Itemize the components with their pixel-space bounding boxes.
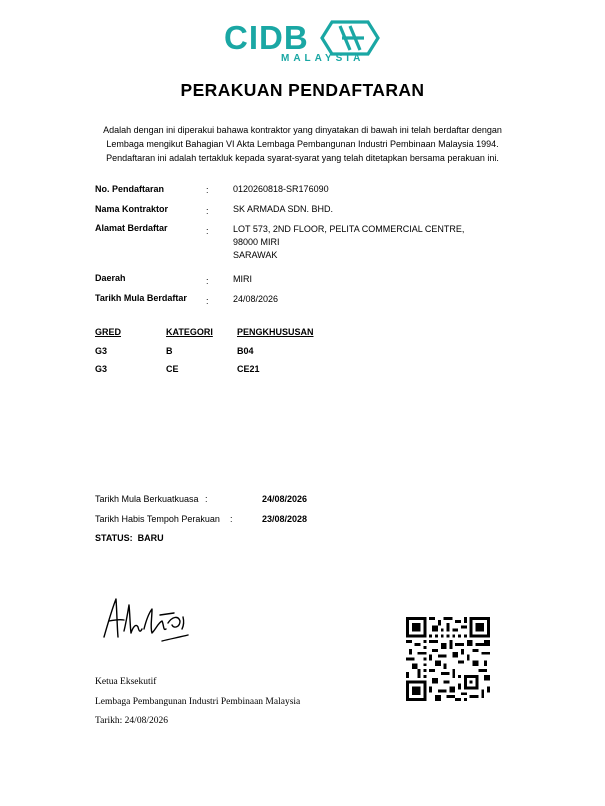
alamat-line-3: SARAWAK — [233, 250, 278, 260]
colon: : — [206, 296, 209, 306]
logo-country: MALAYSIA — [281, 53, 365, 64]
daerah-value: MIRI — [233, 274, 252, 284]
tarikh-habis-tempoh-label: Tarikh Habis Tempoh Perakuan — [95, 514, 220, 524]
tarikh-habis-tempoh-value: 23/08/2028 — [262, 514, 308, 524]
tarikh-mula-berdaftar-label: Tarikh Mula Berdaftar — [95, 293, 187, 303]
tarikh-mula-berkuatkuasa-value: 24/08/2026 — [262, 494, 308, 504]
cidb-logo — [224, 20, 384, 70]
logo-brand: CIDB — [224, 19, 309, 56]
nama-kontraktor-label: Nama Kontraktor — [95, 204, 169, 214]
daerah-label: Daerah — [95, 273, 126, 283]
intro-line-3: Pendaftaran ini adalah tertakluk kepada syarat-syarat yang telah ditetapkan bersama perakuan ini. — [106, 153, 499, 163]
signatory-organization: Lembaga Pembangunan Industri Pembinaan Malaysia — [95, 697, 301, 707]
colon: : — [230, 514, 233, 524]
no-pendaftaran-value: 0120260818-SR176090 — [233, 184, 329, 194]
document-title: PERAKUAN PENDAFTARAN — [180, 80, 425, 100]
colon: : — [206, 185, 209, 195]
tarikh-mula-berdaftar-value: 24/08/2026 — [233, 294, 279, 304]
qr-code — [406, 617, 490, 701]
table-header-pengkhususan: PENGKHUSUSAN — [237, 327, 314, 337]
intro-line-2: Lembaga mengikut Bahagian VI Akta Lembaga Pembangunan Industri Pembinaan Malaysia 1994. — [106, 139, 499, 149]
alamat-label: Alamat Berdaftar — [95, 223, 168, 233]
no-pendaftaran-label: No. Pendaftaran — [95, 184, 165, 194]
table-cell-pengkhususan: CE21 — [237, 364, 260, 374]
colon: : — [206, 206, 209, 216]
colon: : — [205, 494, 208, 504]
signature — [100, 593, 192, 645]
alamat-line-1: LOT 573, 2ND FLOOR, PELITA COMMERCIAL CENTRE, — [233, 224, 465, 234]
alamat-line-2: 98000 MIRI — [233, 237, 280, 247]
table-cell-pengkhususan: B04 — [237, 346, 254, 356]
nama-kontraktor-value: SK ARMADA SDN. BHD. — [233, 204, 334, 214]
table-cell-kategori: CE — [166, 364, 179, 374]
status: STATUS: BARU — [95, 533, 164, 543]
signatory-title: Ketua Eksekutif — [95, 677, 157, 687]
signatory-date: Tarikh: 24/08/2026 — [95, 716, 168, 726]
cidb-emblem-icon — [320, 20, 380, 56]
tarikh-mula-berkuatkuasa-label: Tarikh Mula Berkuatkuasa — [95, 494, 199, 504]
colon: : — [206, 276, 209, 286]
table-header-gred: GRED — [95, 327, 122, 337]
table-cell-kategori: B — [166, 346, 173, 356]
table-cell-gred: G3 — [95, 346, 108, 356]
table-header-kategori: KATEGORI — [166, 327, 213, 337]
intro-line-1: Adalah dengan ini diperakui bahawa kontraktor yang dinyatakan di bawah ini telah berdaftar dengan — [103, 125, 502, 135]
colon: : — [206, 226, 209, 236]
table-cell-gred: G3 — [95, 364, 108, 374]
